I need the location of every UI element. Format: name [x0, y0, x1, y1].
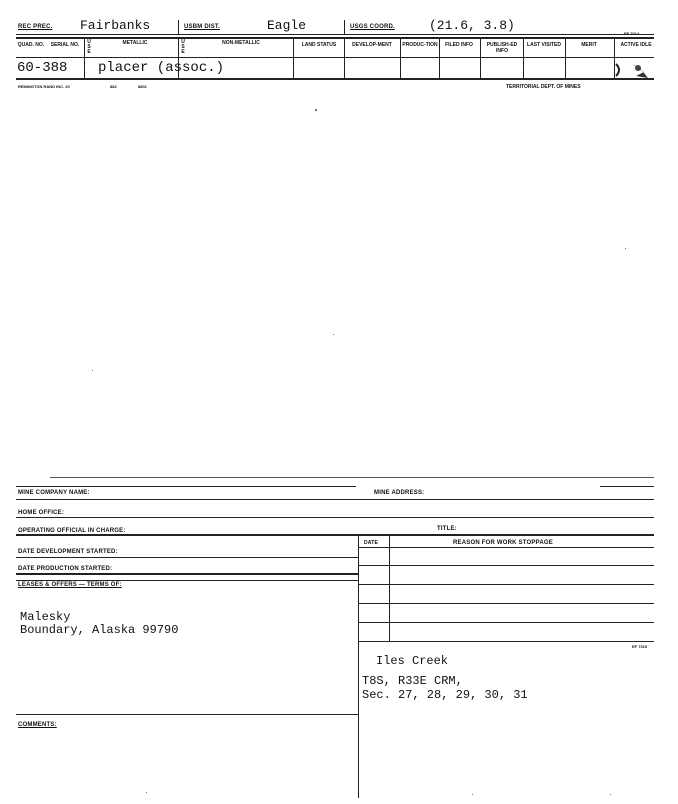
col-published-info: PUBLISH-ED INFO [486, 42, 518, 54]
lower-rule [16, 573, 358, 575]
speck [315, 109, 317, 111]
col-divider [400, 38, 401, 78]
leases-line-2: Boundary, Alaska 99790 [20, 623, 179, 637]
col-divider [565, 38, 566, 78]
header-rule [16, 34, 654, 35]
table-rule [358, 565, 654, 566]
speck [472, 794, 473, 795]
home-office-label: HOME OFFICE: [18, 510, 65, 516]
col-divider [344, 38, 345, 78]
metallic-value: placer (assoc.) [98, 60, 225, 76]
leases-label: LEASES & OFFERS — TERMS OF: [18, 582, 122, 588]
table-divider [389, 536, 390, 642]
date-prod-label: DATE PRODUCTION STARTED: [18, 566, 113, 572]
lower-rule [600, 486, 654, 487]
col-divider [84, 38, 85, 78]
leases-line-1: Malesky [20, 610, 71, 624]
col-active-idle: ACTIVE IDLE [620, 42, 652, 48]
comments-rule [16, 714, 358, 715]
lower-top-rule [50, 477, 654, 478]
printer-code-1: 882 [110, 84, 117, 89]
col-divider [480, 38, 481, 78]
col-merit: MERIT [581, 42, 597, 48]
lower-rule [16, 486, 356, 487]
printer-label: REMINGTON RAND INC. 20 [18, 84, 70, 89]
table-rule [358, 584, 654, 585]
col-nonmetallic: NON-METALLIC [222, 40, 260, 46]
form-code-bottom: EF 7015 [632, 644, 648, 649]
lower-rule [16, 517, 654, 518]
col-serial-no: SERIAL NO. [50, 42, 80, 48]
col-filed-info: FILED INFO [445, 42, 473, 48]
col-production: PRODUC-TION [402, 42, 438, 48]
reason-col-header: REASON FOR WORK STOPPAGE [453, 540, 553, 546]
location-line-3: Sec. 27, 28, 29, 30, 31 [362, 688, 528, 702]
col-divider [439, 38, 440, 78]
table-rule [358, 641, 654, 642]
speck [333, 334, 334, 335]
col-quad-no: QUAD. NO. [17, 42, 45, 48]
dept-label: TERRITORIAL DEPT. OF MINES [506, 84, 581, 90]
table-rule [358, 603, 654, 604]
location-line-2: T8S, R33E CRM, [362, 674, 463, 688]
rec-prec-value: Fairbanks [80, 18, 151, 33]
location-line-1: Iles Creek [376, 654, 449, 668]
table-rule [358, 547, 654, 548]
col-use-metallic: U S E [87, 39, 91, 55]
col-development: DEVELOP-MENT [352, 42, 392, 48]
title-label: TITLE: [437, 526, 457, 532]
mine-company-label: MINE COMPANY NAME: [18, 490, 90, 496]
header-divider [344, 20, 345, 34]
col-divider [293, 38, 294, 78]
speck [610, 794, 611, 795]
quad-serial-value: 60-388 [17, 60, 68, 76]
date-col-header: DATE [364, 540, 379, 546]
usbm-dist-value: Eagle [267, 18, 307, 33]
printer-code-2: 8801 [138, 84, 147, 89]
usbm-dist-label: USBM DIST. [184, 24, 221, 30]
speck [625, 248, 626, 249]
col-divider [523, 38, 524, 78]
comments-label: COMMENTS: [18, 722, 57, 728]
usgs-coord-value: (21.6, 3.8) [429, 18, 515, 33]
usgs-coord-label: USGS COORD. [350, 24, 395, 30]
table-divider [358, 536, 359, 798]
lower-rule [16, 499, 654, 500]
table-rule [358, 622, 654, 623]
lower-rule [16, 557, 358, 558]
mine-address-label: MINE ADDRESS: [374, 490, 425, 496]
punch-mark-icon [610, 58, 654, 80]
header-rule [16, 37, 654, 39]
speck [146, 792, 147, 793]
column-header-rule [16, 57, 654, 58]
record-rule [16, 78, 654, 80]
col-metallic: METALLIC [122, 40, 148, 46]
rec-prec-label: REC PREC. [18, 24, 53, 30]
speck [92, 370, 93, 371]
col-land-status: LAND STATUS [301, 42, 337, 48]
date-dev-label: DATE DEVELOPMENT STARTED: [18, 549, 118, 555]
lower-rule [16, 534, 654, 536]
col-use-nonmetallic: U S E [181, 39, 185, 55]
operating-official-label: OPERATING OFFICIAL IN CHARGE: [18, 528, 126, 534]
col-last-visited: LAST VISITED [527, 42, 561, 48]
lower-rule [16, 580, 358, 581]
header-divider [178, 20, 179, 34]
